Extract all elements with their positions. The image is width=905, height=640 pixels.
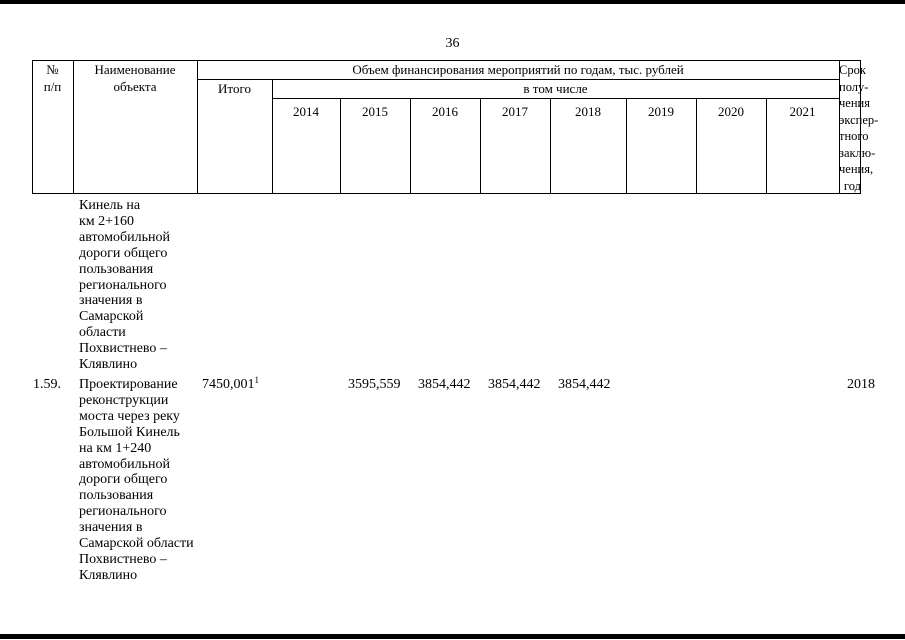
row-2017: 3854,442 xyxy=(488,377,541,392)
name-line: Самарской xyxy=(79,309,144,325)
row-total xyxy=(202,377,259,393)
table-header xyxy=(32,60,879,194)
header-no: № xyxy=(46,62,59,77)
name-line: области xyxy=(79,325,126,341)
name-line: автомобильной xyxy=(79,456,170,472)
footnote-marker: 1 xyxy=(254,375,259,385)
name-line: Похвистнево – xyxy=(79,551,167,567)
name-line: дороги общего xyxy=(79,245,168,261)
header-year-2016: 2016 xyxy=(432,104,458,119)
header-term-line: тного xyxy=(839,129,869,143)
name-line: на км 1+240 xyxy=(79,440,152,456)
name-line: дороги общего xyxy=(79,472,168,488)
header-term-line: год xyxy=(843,178,861,193)
name-line: Большой Кинель xyxy=(79,424,180,440)
header-including: в том числе xyxy=(523,81,588,96)
row-2015: 3595,559 xyxy=(348,377,401,392)
header-year-2019: 2019 xyxy=(648,104,674,119)
name-line: Похвистнево – xyxy=(79,341,167,357)
name-line: пользования xyxy=(79,261,154,277)
header-financing: Объем финансирования мероприятий по годам, тыс. рублей xyxy=(352,62,684,77)
header-year-2014: 2014 xyxy=(293,104,319,119)
header-total: Итого xyxy=(218,81,251,96)
header-year-2017: 2017 xyxy=(502,104,528,119)
name-line: Самарской области xyxy=(79,536,194,552)
bottom-rule xyxy=(0,634,905,639)
row-total-value: 7450,001 xyxy=(202,377,255,392)
header-bottom-line xyxy=(32,193,861,194)
page-number: 36 xyxy=(445,36,460,51)
row-term: 2018 xyxy=(847,377,875,392)
row-object-name xyxy=(79,377,199,584)
header-term-line: полу- xyxy=(839,79,869,94)
name-line: пользования xyxy=(79,488,154,504)
name-line: значения в xyxy=(79,293,143,309)
header-term xyxy=(839,62,879,194)
row-2016: 3854,442 xyxy=(418,377,471,392)
header-term-line: Срок xyxy=(839,63,866,77)
continued-object-name xyxy=(79,198,199,373)
name-line: автомобильной xyxy=(79,229,170,245)
header-year-2015: 2015 xyxy=(362,104,388,119)
header-term-line: чения xyxy=(839,96,870,110)
header-name2: объекта xyxy=(113,79,157,94)
row-number: 1.59. xyxy=(33,377,61,392)
header-term-line: чения, xyxy=(839,162,874,176)
header-no2: п/п xyxy=(43,79,62,94)
name-line: значения в xyxy=(79,520,143,536)
header-term-line: экспер- xyxy=(839,112,879,127)
row-2018: 3854,442 xyxy=(558,377,611,392)
name-line: км 2+160 xyxy=(79,213,135,229)
header-year-2018: 2018 xyxy=(575,104,601,119)
header-name: Наименование xyxy=(94,62,176,77)
divider-total xyxy=(272,79,273,194)
name-line: регионального xyxy=(79,277,167,293)
header-top-line xyxy=(32,60,861,61)
top-rule xyxy=(0,0,905,4)
including-line xyxy=(272,98,839,99)
name-line: реконструкции xyxy=(79,392,169,408)
header-term-line: заклю- xyxy=(839,145,876,160)
header-year-2021: 2021 xyxy=(789,104,816,119)
name-line: регионального xyxy=(79,504,167,520)
name-line: моста через реку xyxy=(79,408,180,424)
name-line: Кинель на xyxy=(79,198,141,213)
name-line: Проектирование xyxy=(79,377,178,392)
name-line: Клявлино xyxy=(79,357,138,373)
header-year-2020: 2020 xyxy=(718,104,744,119)
name-line: Клявлино xyxy=(79,567,138,583)
financing-line xyxy=(197,79,839,80)
